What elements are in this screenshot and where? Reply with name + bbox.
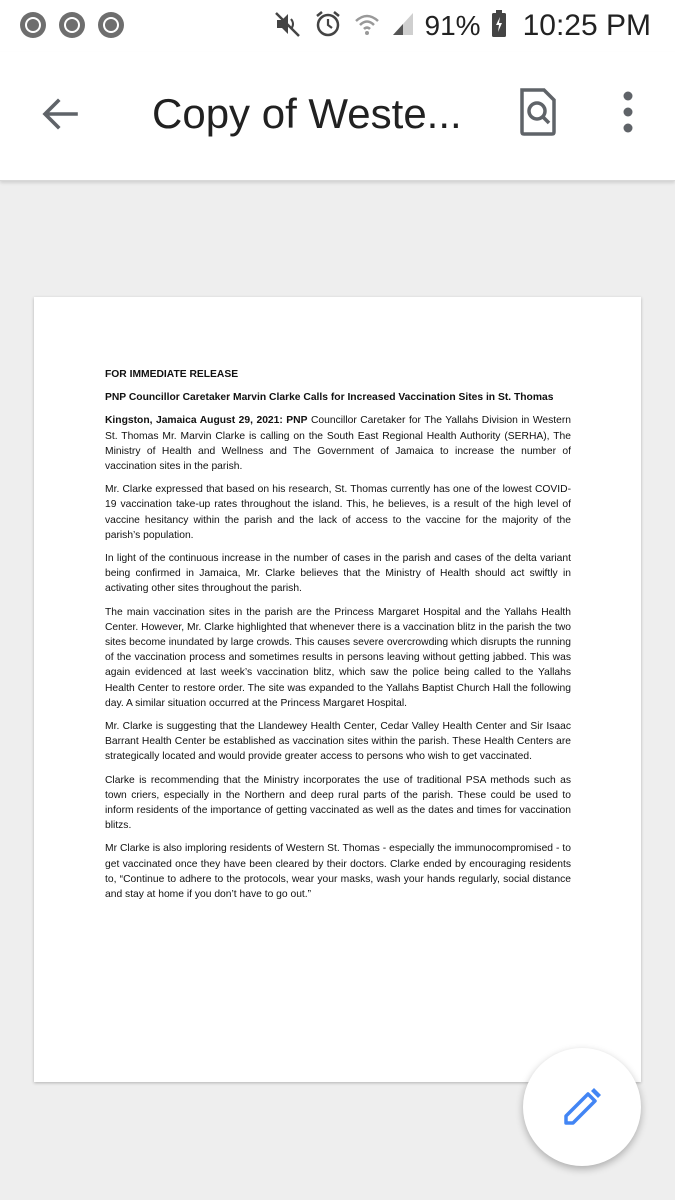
more-vert-icon (610, 90, 646, 138)
release-heading: FOR IMMEDIATE RELEASE (105, 369, 239, 380)
signal-icon (391, 11, 415, 42)
paragraph-text: Councillor Caretaker for The Yallahs Division in Western St. Thomas Mr. Marvin Clarke is calling on the South East Regional Health Authority (SERHA), The Ministry of Health and Wellness and The Government of Jamaica to increase the number of vaccination sites in the parish. (105, 415, 572, 473)
chrome-notification-icon (98, 12, 124, 38)
pencil-edit-icon (560, 1085, 604, 1129)
system-icons (273, 6, 651, 46)
back-button[interactable] (36, 90, 84, 138)
battery-icon (491, 10, 507, 43)
mute-icon (273, 9, 303, 44)
more-options-button[interactable] (610, 90, 646, 138)
paragraph: Mr Clarke is also imploring residents of Western St. Thomas - especially the immunocompromised - to get vaccinated once they have been cleared by their doctors. Clarke ended by encouraging residents to, “Continue to adhere to the protocols, wear your masks, wash your hands regularly, social distance and stay at home if you don’t have to go out.” (105, 843, 571, 901)
find-in-page-icon (514, 86, 562, 138)
document-page[interactable] (34, 297, 641, 1082)
alarm-icon (313, 9, 343, 44)
battery-percentage: 91% (424, 10, 481, 41)
paragraph: Mr. Clarke expressed that based on his research, St. Thomas currently has one of the lowest COVID-19 vaccination take-up rates throughout the island. This, he believes, is a result of the high level of vaccine hesitancy within the parish and the lack of access to the vaccine for the majority of the parish’s population. (105, 484, 571, 541)
paragraph: Mr. Clarke is suggesting that the Llandewey Health Center, Cedar Valley Health Center and Sir Isaac Barrant Health Center be established as vaccination sites within the parish. These Health Centers are strategically located and would provide greater access to persons who wish to get vaccinated. (105, 721, 571, 763)
edit-fab-button[interactable] (523, 1048, 641, 1166)
document-title: Copy of Weste... (152, 90, 462, 137)
chrome-notification-icon (59, 12, 85, 38)
status-bar (0, 0, 675, 52)
wifi-icon (353, 10, 381, 43)
notification-icons (20, 12, 124, 38)
paragraph: In light of the continuous increase in the number of cases in the parish and cases of the delta variant being confirmed in Jamaica, Mr. Clarke believes that the Ministry of Health should act swiftly in activating other sites throughout the parish. (105, 553, 571, 595)
chrome-notification-icon (20, 12, 46, 38)
clock: 10:25 PM (522, 9, 651, 42)
headline: PNP Councillor Caretaker Marvin Clarke Calls for Increased Vaccination Sites in St. Thomas (105, 392, 554, 404)
app-bar (0, 52, 675, 181)
paragraph: The main vaccination sites in the parish are the Princess Margaret Hospital and the Yallahs Health Center. However, Mr. Clarke highlighted that whenever there is a vaccination blitz in the parish the two sites become inundated by large crowds. This causes severe overcrowding which disrupts the running of the vaccination process and sometimes results in persons leaving without getting jabbed. This was again evidenced at last week’s vaccination blitz, which saw the police being called to the Yallahs Health Center to restore order. The site was expanded to the Yallahs Baptist Church Hall the following day. A similar situation occurred at the Princess Margaret Hospital. (105, 606, 571, 709)
find-in-document-button[interactable] (514, 86, 562, 138)
arrow-back-icon (36, 90, 84, 138)
dateline: Kingston, Jamaica August 29, 2021: PNP (105, 415, 308, 427)
paragraph: Clarke is recommending that the Ministry incorporates the use of traditional PSA methods such as town criers, especially in the Northern and deep rural parts of the parish. These could be used to inform residents of the importance of getting vaccinated as well as the dates and times for vaccination blitzs. (105, 774, 571, 832)
document-body (105, 367, 571, 910)
paragraph (105, 413, 571, 474)
